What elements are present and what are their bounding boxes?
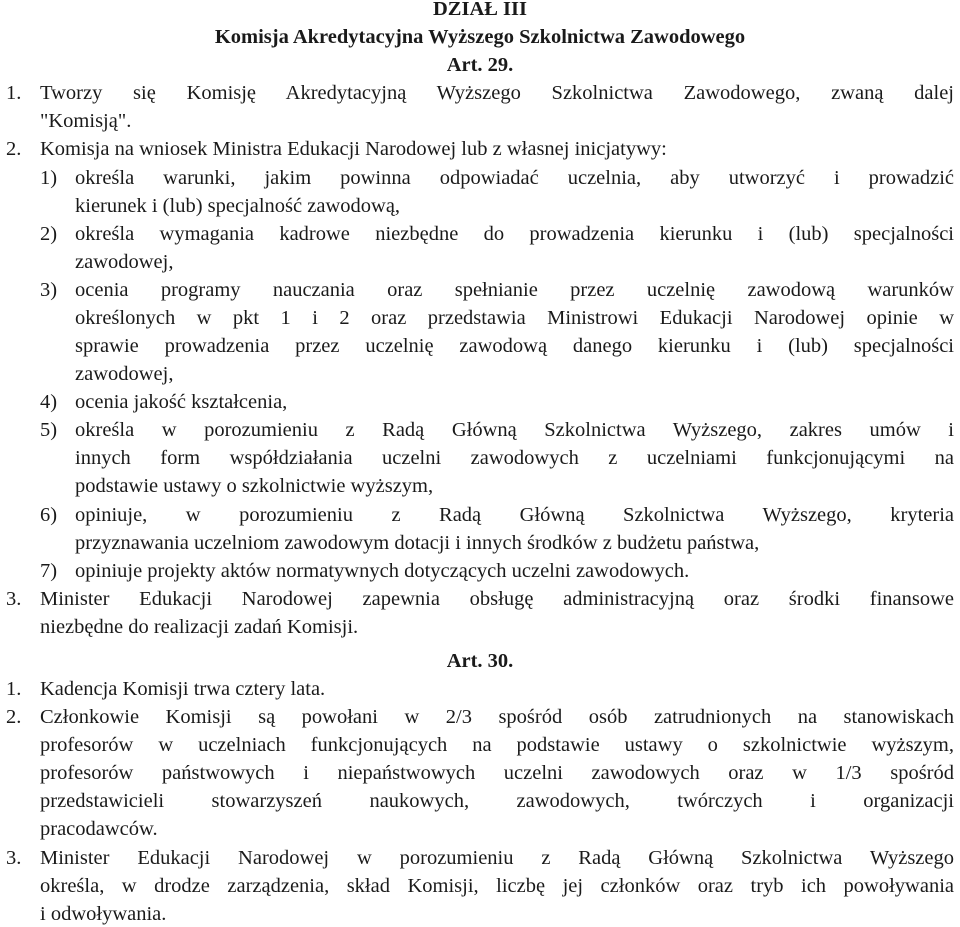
list-item-text: zawodowej,: [75, 251, 174, 273]
paragraph-text: "Komisją".: [40, 110, 132, 132]
list-item-text: określonych w pkt 1 i 2 oraz przedstawia Ministrowi Edukacji Narodowej opinie w: [75, 307, 954, 329]
paragraph-text: pracodawców.: [40, 818, 158, 840]
paragraph-text: określa, w drodze zarządzenia, skład Komisji, liczbę jej członków oraz tryb ich powoływania: [40, 875, 954, 897]
paragraph-text: Minister Edukacji Narodowej zapewnia obsługę administracyjną oraz środki finansowe: [40, 588, 954, 610]
paragraph-text: Komisja na wniosek Ministra Edukacji Narodowej lub z własnej inicjatywy:: [40, 138, 667, 160]
section-title: Komisja Akredytacyjna Wyższego Szkolnictwa Zawodowego: [214, 26, 746, 48]
paragraph-number: 3.: [6, 847, 22, 869]
section-heading: DZIAŁ III: [433, 0, 527, 20]
list-item-number: 6): [40, 504, 58, 526]
article-29-heading: Art. 29.: [446, 54, 514, 76]
paragraph-text: Członkowie Komisji są powołani w 2/3 spośród osób zatrudnionych na stanowiskach: [40, 706, 954, 728]
paragraph-text: przedstawicieli stowarzyszeń naukowych, zawodowych, twórczych i organizacji: [40, 790, 954, 812]
paragraph-text: profesorów w uczelniach funkcjonujących na podstawie ustawy o szkolnictwie wyższym,: [40, 734, 954, 756]
paragraph-number: 1.: [6, 82, 22, 104]
paragraph-text: Kadencja Komisji trwa cztery lata.: [40, 678, 326, 700]
list-item-number: 3): [40, 279, 58, 301]
list-item-text: sprawie prowadzenia przez uczelnię zawodową danego kierunku i (lub) specjalności: [75, 335, 954, 357]
list-item-number: 7): [40, 560, 58, 582]
list-item-text: podstawie ustawy o szkolnictwie wyższym,: [75, 475, 434, 497]
paragraph-text: niezbędne do realizacji zadań Komisji.: [40, 616, 359, 638]
list-item-text: przyznawania uczelniom zawodowym dotacji i innych środków z budżetu państwa,: [75, 532, 760, 554]
list-item-text: określa wymagania kadrowe niezbędne do prowadzenia kierunku i (lub) specjalności: [75, 223, 954, 245]
list-item-text: określa w porozumieniu z Radą Główną Szkolnictwa Wyższego, zakres umów i: [75, 419, 954, 441]
list-item-number: 4): [40, 391, 58, 413]
list-item-text: innych form współdziałania uczelni zawodowych z uczelniami funkcjonującymi na: [75, 447, 954, 469]
list-item-text: ocenia programy nauczania oraz spełnianie przez uczelnię zawodową warunków: [75, 279, 954, 301]
article-30-heading: Art. 30.: [446, 650, 514, 672]
paragraph-text: Tworzy się Komisję Akredytacyjną Wyższego Szkolnictwa Zawodowego, zwaną dalej: [40, 82, 954, 104]
list-item-text: opiniuje, w porozumieniu z Radą Główną Szkolnictwa Wyższego, kryteria: [75, 504, 954, 526]
list-item-text: opiniuje projekty aktów normatywnych dotyczących uczelni zawodowych.: [75, 560, 690, 582]
paragraph-number: 3.: [6, 588, 22, 610]
list-item-text: zawodowej,: [75, 363, 174, 385]
list-item-number: 1): [40, 167, 58, 189]
list-item-number: 5): [40, 419, 58, 441]
paragraph-text: profesorów państwowych i niepaństwowych uczelni zawodowych oraz w 1/3 spośród: [40, 762, 954, 784]
list-item-text: określa warunki, jakim powinna odpowiadać uczelnia, aby utworzyć i prowadzić: [75, 167, 954, 189]
paragraph-number: 1.: [6, 678, 22, 700]
paragraph-number: 2.: [6, 706, 22, 728]
list-item-text: ocenia jakość kształcenia,: [75, 391, 288, 413]
paragraph-number: 2.: [6, 138, 22, 160]
paragraph-text: Minister Edukacji Narodowej w porozumieniu z Radą Główną Szkolnictwa Wyższego: [40, 847, 954, 869]
list-item-text: kierunek i (lub) specjalność zawodową,: [75, 195, 401, 217]
list-item-number: 2): [40, 223, 58, 245]
paragraph-text: i odwoływania.: [40, 903, 167, 925]
